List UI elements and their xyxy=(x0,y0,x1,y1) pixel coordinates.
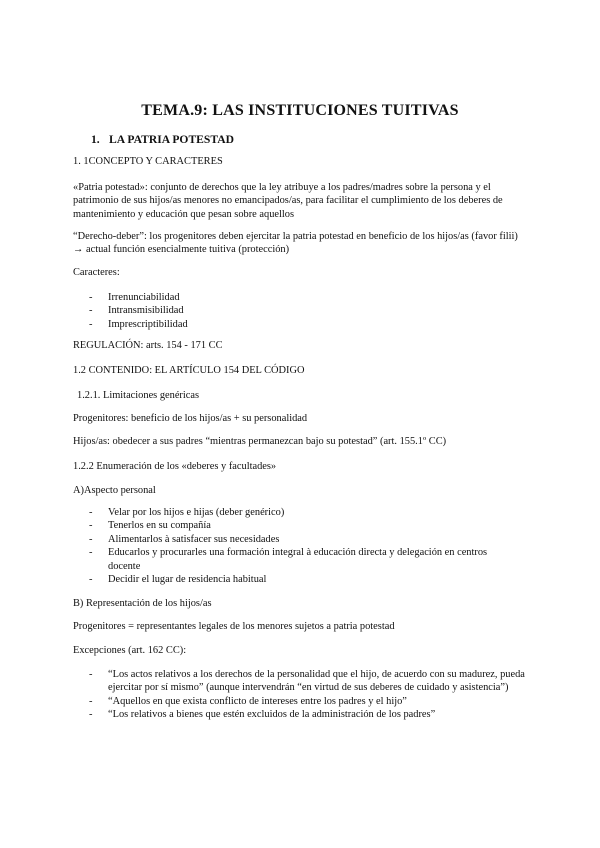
list-item: - Alimentarlos à satisfacer sus necesidades xyxy=(73,533,513,546)
list-item: - Educarlos y procurarles una formación integral à educación directa y delegación en centros docente xyxy=(73,546,513,573)
list-item: - “Aquellos en que exista conflicto de intereses entre los padres y el hijo” xyxy=(73,695,528,708)
document-title: TEMA.9: LAS INSTITUCIONES TUITIVAS xyxy=(141,102,459,119)
subsection-heading-contenido: 1.2 CONTENIDO: EL ARTÍCULO 154 DEL CÓDIGO xyxy=(73,365,305,376)
hijos-line: Hijos/as: obedecer a sus padres “mientras permanezcan bajo su potestad” (art. 155.1º CC) xyxy=(73,436,447,447)
aspecto-personal-heading: A)Aspecto personal xyxy=(73,485,156,496)
excepciones-label: Excepciones (art. 162 CC): xyxy=(73,645,187,656)
section-label: LA PATRIA POTESTAD xyxy=(109,133,234,146)
representantes-line: Progenitores = representantes legales de los menores sujetos a patria potestad xyxy=(73,621,395,632)
caracteres-list xyxy=(73,291,528,331)
list-item: - Decidir el lugar de residencia habitual xyxy=(73,573,513,586)
progenitores-line: Progenitores: beneficio de los hijos/as + su personalidad xyxy=(73,413,308,424)
list-item: - Intransmisibilidad xyxy=(73,304,528,317)
list-item: - Tenerlos en su compañía xyxy=(73,519,513,532)
list-item: - Velar por los hijos e hijas (deber genérico) xyxy=(73,506,513,519)
paragraph-derecho-deber: “Derecho-deber”: los progenitores deben ejercitar la patria potestad en beneficio de los hijos/as (favor filii) → actual función esencialmente tuitiva (protección) xyxy=(73,231,518,256)
section-number: 1. xyxy=(91,133,100,146)
list-item: - Imprescriptibilidad xyxy=(73,318,528,331)
list-item: - “Los relativos a bienes que estén excluidos de la administración de los padres” xyxy=(73,708,528,721)
regulacion-line: REGULACIÓN: arts. 154 - 171 CC xyxy=(73,340,223,351)
paragraph-definicion-patria-potestad: «Patria potestad»: conjunto de derechos que la ley atribuye a los padres/madres sobre la persona y el patrimonio de sus hijos/as menores no emancipados/as, para facilitar el cumplimiento de los deberes de mantenimiento y educación que pesan sobre aquellos xyxy=(73,182,503,220)
list-item: - “Los actos relativos a los derechos de la personalidad que el hijo, de acuerdo con su madurez, pueda ejercitar por sí mismo” (aunque intervendrán “en virtud de sus deberes de cuidado y asistencia”) xyxy=(73,668,528,695)
representacion-heading: B) Representación de los hijos/as xyxy=(73,598,212,609)
section-heading-patria-potestad xyxy=(91,132,234,147)
caracteres-label: Caracteres: xyxy=(73,267,120,278)
subsection-heading-enumeracion: 1.2.2 Enumeración de los «deberes y facultades» xyxy=(73,461,277,472)
subsection-heading-concepto: 1. 1CONCEPTO Y CARACTERES xyxy=(73,156,223,167)
subsection-heading-limitaciones: 1.2.1. Limitaciones genéricas xyxy=(77,390,200,401)
aspecto-personal-list xyxy=(73,506,513,586)
list-item: - Irrenunciabilidad xyxy=(73,291,528,304)
excepciones-list xyxy=(73,668,528,722)
